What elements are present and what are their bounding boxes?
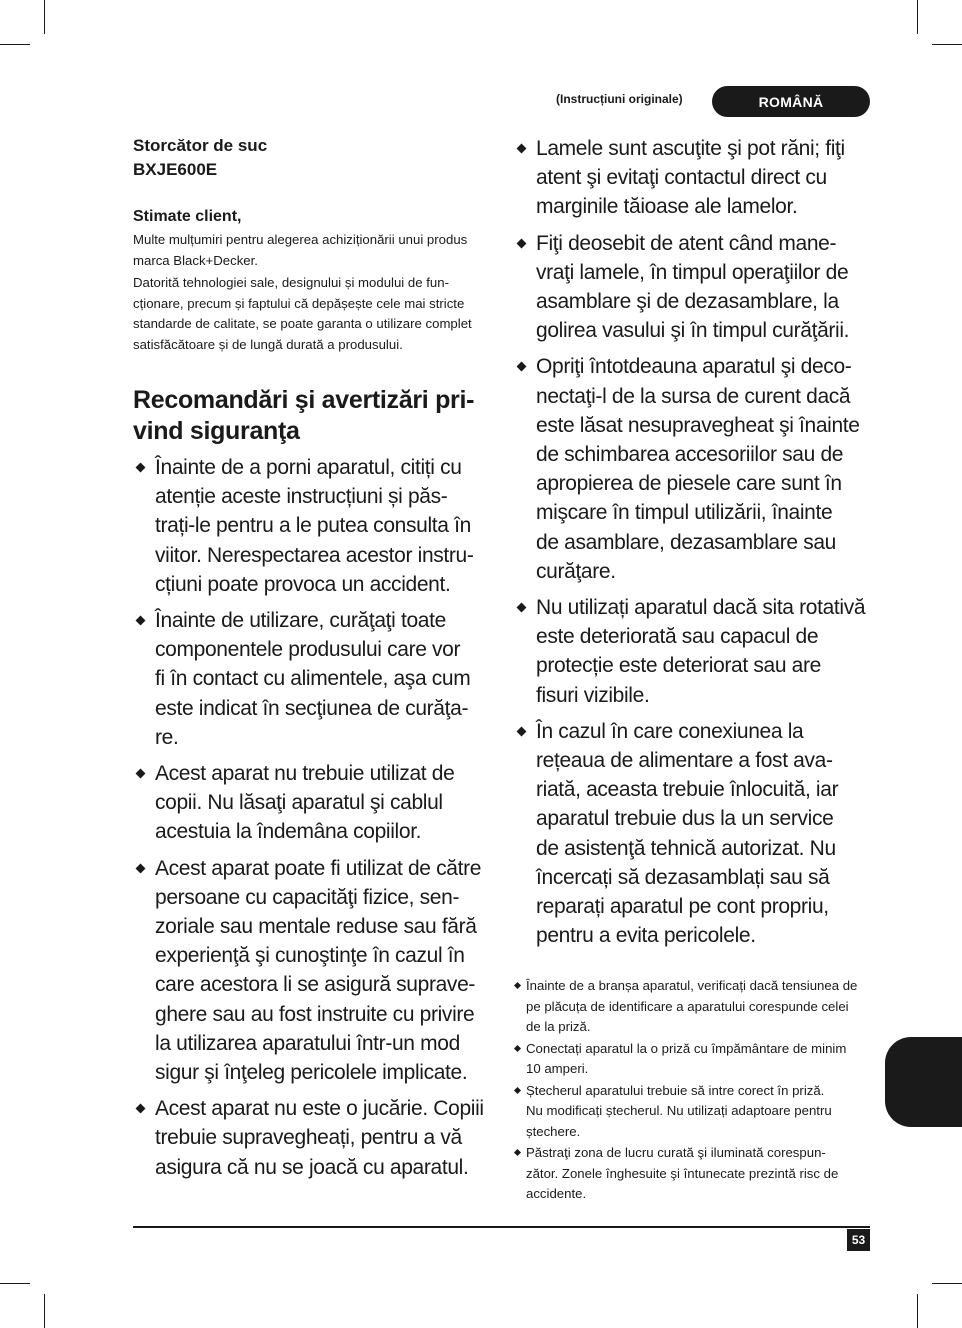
list-item-text: Păstraţi zona de lucru curată şi iluminată corespun- zător. Zonele înghesuite şi întunecate prezintă risc de accidente. <box>526 1145 839 1202</box>
language-label: ROMÂNĂ <box>758 93 824 110</box>
list-item-text: Nu utilizați aparatul dacă sita rotativă este deteriorată sau capacul de protecție este deteriorat sau are fisuri vizibile. <box>536 596 866 707</box>
product-model: BXJE600E <box>133 160 218 179</box>
crop-mark-bottom-left-h <box>0 1283 30 1284</box>
left-column <box>133 134 489 1189</box>
list-item <box>133 1094 489 1182</box>
list-item <box>514 717 872 951</box>
electrical-safety-list <box>514 976 872 1205</box>
greeting: Stimate client, <box>133 208 242 225</box>
list-item-text: În cazul în care conexiunea la rețeaua de alimentare a fost ava- riată, aceasta trebuie înlocuită, iar aparatul trebuie dus la un service de asistenţă tehnică autorizat. Nu încercați să dezasamblați sau să reparați aparatul pe cont propriu, pentru a evita pericolele. <box>536 719 839 948</box>
list-item-text: Acest aparat nu este o jucărie. Copiii trebuie supravegheați, pentru a vă asigura că nu se joacă cu aparatul. <box>155 1097 484 1179</box>
list-item <box>514 1039 872 1080</box>
list-item <box>133 854 489 1088</box>
crop-mark-top-left-h <box>0 44 30 45</box>
list-item <box>514 134 872 222</box>
diamond-bullet-icon <box>517 362 527 372</box>
crop-mark-bottom-right-h <box>932 1283 962 1284</box>
language-side-tab <box>885 1037 962 1127</box>
diamond-bullet-icon <box>514 1087 521 1094</box>
diamond-bullet-icon <box>136 863 146 873</box>
list-item <box>514 593 872 710</box>
diamond-bullet-icon <box>517 603 527 613</box>
list-item-text: Înainte de utilizare, curăţaţi toate componentele produsului care vor fi în contact cu alimentele, aşa cum este indicat în secţiunea de curăţa- re. <box>155 609 471 749</box>
list-item <box>514 229 872 346</box>
right-column <box>514 134 872 1206</box>
page-number-label: 53 <box>851 1233 866 1247</box>
diamond-bullet-icon <box>514 982 521 989</box>
diamond-bullet-icon <box>517 726 527 736</box>
list-item-text: Acest aparat poate fi utilizat de către persoane cu capacităţi fizice, sen- zoriale sau mentale reduse sau fără experienţă şi cunoştinţe în cazul în care acestora li se asigură suprave- ghere sau au fost instruite cu privire la utilizarea aparatului într-un mod sigur şi înţeleg pericolele implicate. <box>155 856 482 1085</box>
list-item <box>133 453 489 599</box>
list-item-text: Ștecherul aparatului trebuie să intre corect în priză. Nu modificați ștecherul. Nu utilizați adaptoare pentru ștechere. <box>526 1082 832 1139</box>
crop-mark-top-right-h <box>932 44 962 45</box>
list-item-text: Opriţi întotdeauna aparatul şi deco- nectaţi-l de la sursa de curent dacă este lăsat nesupravegheat şi înainte de schimbarea accesoriilor sau de apropierea de piesele care sunt în mişcare în timpul utilizării, înainte de asamblare, dezasamblare sau curăţare. <box>536 355 860 583</box>
list-item-text: Înainte de a branșa aparatul, verificați dacă tensiunea de pe plăcuța de identificare a aparatului corespunde celei de la priză. <box>526 978 858 1035</box>
list-item <box>133 759 489 847</box>
crop-mark-bottom-left-v <box>44 1294 45 1328</box>
diamond-bullet-icon <box>136 769 146 779</box>
safety-list-left <box>133 453 489 1182</box>
list-item-text: Fiţi deosebit de atent când mane- vraţi lamele, în timpul operaţiilor de asamblare şi de dezasamblare, la golirea vasului şi în timpul curăţării. <box>536 231 850 343</box>
list-item <box>133 606 489 752</box>
list-item-text: Acest aparat nu trebuie utilizat de copii. Nu lăsaţi aparatul şi cablul acestuia la îndemâna copiilor. <box>155 762 455 844</box>
original-instructions-note: (Instrucțiuni originale) <box>556 92 683 106</box>
crop-mark-top-left-v <box>44 0 45 34</box>
footer-divider <box>133 1226 870 1228</box>
product-name: Storcător de suc <box>133 136 268 155</box>
list-item <box>514 352 872 586</box>
crop-mark-top-right-v <box>917 0 918 34</box>
diamond-bullet-icon <box>136 463 146 473</box>
diamond-bullet-icon <box>517 238 527 248</box>
diamond-bullet-icon <box>514 1045 521 1052</box>
diamond-bullet-icon <box>136 1104 146 1114</box>
list-item <box>514 1143 872 1205</box>
crop-mark-bottom-right-v <box>917 1294 918 1328</box>
page-number <box>847 1229 870 1251</box>
list-item-text: Conectați aparatul la o priză cu împământare de minim 10 amperi. <box>526 1040 847 1077</box>
list-item-text: Înainte de a porni aparatul, citiți cu atenție aceste instrucțiuni și păs- trați-le pentru a le putea consulta în viitor. Nerespectarea acestor instru- cțiuni poate provoca un accident. <box>155 456 474 596</box>
list-item <box>514 1081 872 1143</box>
intro-paragraph: Datorită tehnologiei sale, designului și modului de fun- cționare, precum și faptului că depășește cele mai stricte standarde de calitate, se poate garanta o utilizare complet satisfăcătoare și de lungă durată a produsului. <box>133 275 472 352</box>
diamond-bullet-icon <box>517 144 527 154</box>
safety-list-right <box>514 134 872 950</box>
diamond-bullet-icon <box>136 616 146 626</box>
list-item-text: Lamele sunt ascuţite şi pot răni; fiţi atent şi evitaţi contactul direct cu marginile tăioase ale lamelor. <box>536 137 845 219</box>
list-item <box>514 976 872 1038</box>
intro-paragraph: Multe mulțumiri pentru alegerea achiziționării unui produs marca Black+Decker. <box>133 232 468 268</box>
section-title: Recomandări şi avertizări pri- vind siguranţa <box>133 386 475 445</box>
diamond-bullet-icon <box>514 1149 521 1156</box>
language-badge <box>712 86 870 117</box>
